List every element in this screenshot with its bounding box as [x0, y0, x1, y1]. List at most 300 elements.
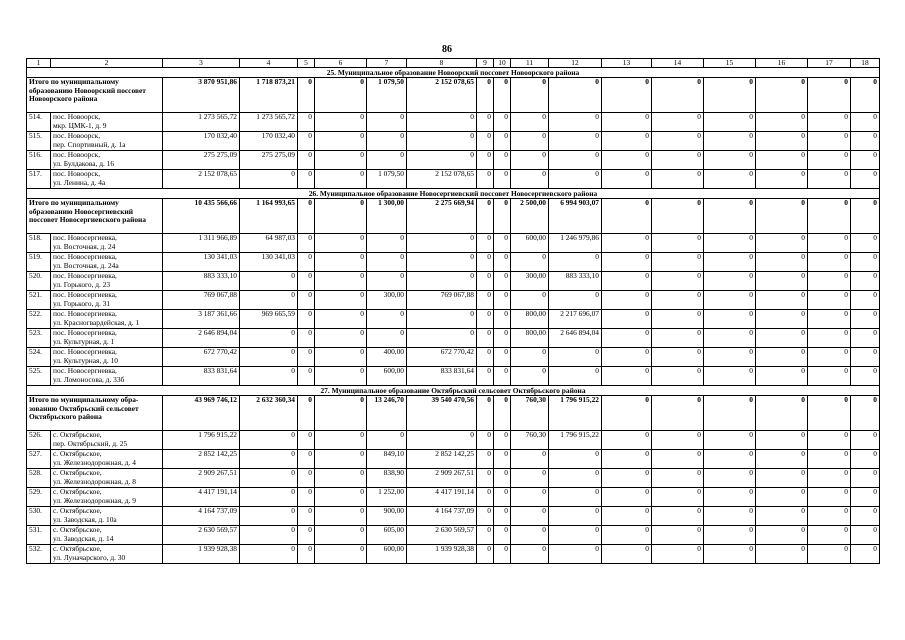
section-title-row: [27, 68, 880, 78]
row-cell: 0: [494, 170, 511, 189]
row-cell: 0: [756, 253, 808, 272]
row-cell: 0: [851, 113, 880, 132]
row-cell: 0: [704, 113, 756, 132]
row-cell: 0: [602, 132, 652, 151]
row-cell: 0: [652, 367, 704, 386]
row-cell: 0: [298, 545, 315, 564]
row-cell: 0: [602, 310, 652, 329]
address-line-2: ул. Заводская, д. 10а: [53, 514, 117, 524]
row-cell: 0: [367, 329, 407, 348]
row-cell: 0: [477, 348, 494, 367]
row-address: [51, 431, 163, 450]
header-cell: 7: [367, 59, 407, 68]
address-line-1: с. Октябрьское,: [53, 430, 102, 439]
row-cell: 0: [240, 431, 298, 450]
total-cell: 39 540 470,56: [407, 396, 477, 431]
row-cell: 0: [315, 348, 367, 367]
row-cell: 0: [407, 272, 477, 291]
row-address: [51, 310, 163, 329]
row-cell: 0: [704, 291, 756, 310]
row-cell: 605,00: [367, 526, 407, 545]
row-cell: 0: [315, 113, 367, 132]
row-cell: 0: [851, 151, 880, 170]
total-cell: 2 632 360,34: [240, 396, 298, 431]
row-number: 531.: [27, 526, 51, 545]
row-cell: 0: [808, 469, 851, 488]
row-cell: 0: [477, 170, 494, 189]
table-row: [27, 132, 880, 151]
row-cell: 0: [851, 367, 880, 386]
row-cell: 0: [602, 253, 652, 272]
row-cell: 0: [494, 367, 511, 386]
address-line-1: пос. Новосергиевка,: [53, 366, 117, 375]
row-cell: 0: [602, 488, 652, 507]
row-cell: 300,00: [511, 272, 549, 291]
page-number: 86: [442, 44, 452, 55]
total-cell: 0: [602, 199, 652, 234]
total-cell: 0: [756, 199, 808, 234]
row-cell: 1 796 915,22: [549, 431, 602, 450]
table-row: [27, 310, 880, 329]
row-cell: 0: [652, 151, 704, 170]
row-cell: 0: [240, 526, 298, 545]
row-cell: 0: [704, 151, 756, 170]
row-cell: 0: [808, 272, 851, 291]
total-cell: 0: [298, 199, 315, 234]
total-label: Итого по муниципальному образованию Новоорский поссовет Новоорского района: [27, 78, 163, 113]
header-cell: 9: [477, 59, 494, 68]
row-cell: 0: [704, 170, 756, 189]
address-line-2: ул. Красногвардейская, д. 1: [53, 317, 140, 327]
row-cell: 0: [240, 367, 298, 386]
row-cell: 0: [851, 234, 880, 253]
row-cell: 0: [315, 450, 367, 469]
total-cell: 1 718 873,21: [240, 78, 298, 113]
row-cell: 0: [298, 113, 315, 132]
row-cell: 0: [704, 253, 756, 272]
row-cell: 0: [511, 469, 549, 488]
row-cell: 0: [851, 253, 880, 272]
address-line-1: с. Октябрьское,: [53, 449, 102, 458]
table-row: [27, 526, 880, 545]
row-cell: 0: [511, 488, 549, 507]
table-row: [27, 329, 880, 348]
row-cell: 0: [298, 526, 315, 545]
address-line-2: ул. Заводская, д. 14: [53, 533, 114, 543]
total-cell: 0: [652, 396, 704, 431]
row-cell: 0: [511, 253, 549, 272]
total-cell: 0: [511, 78, 549, 113]
section-title-row: [27, 386, 880, 396]
row-cell: 0: [808, 113, 851, 132]
row-cell: 0: [652, 234, 704, 253]
header-cell: 13: [602, 59, 652, 68]
row-cell: 0: [704, 431, 756, 450]
row-cell: 0: [494, 253, 511, 272]
row-cell: 672 770,42: [163, 348, 240, 367]
row-cell: 0: [808, 545, 851, 564]
row-cell: 0: [808, 234, 851, 253]
row-cell: 0: [602, 507, 652, 526]
row-number: 530.: [27, 507, 51, 526]
row-cell: 0: [851, 488, 880, 507]
row-cell: 0: [315, 310, 367, 329]
row-address: [51, 170, 163, 189]
row-cell: 2 630 569,57: [407, 526, 477, 545]
row-cell: 0: [808, 526, 851, 545]
row-cell: 0: [652, 526, 704, 545]
row-cell: 0: [511, 526, 549, 545]
row-cell: 0: [851, 291, 880, 310]
header-cell: 8: [407, 59, 477, 68]
row-cell: 0: [494, 545, 511, 564]
row-cell: 0: [851, 329, 880, 348]
row-cell: 0: [477, 488, 494, 507]
row-cell: 0: [315, 507, 367, 526]
total-cell: 760,30: [511, 396, 549, 431]
row-cell: 0: [407, 329, 477, 348]
row-cell: 0: [315, 431, 367, 450]
table-row: [27, 507, 880, 526]
row-address: [51, 132, 163, 151]
header-cell: 2: [51, 59, 163, 68]
address-line-1: пос. Новоорск,: [53, 150, 101, 159]
row-cell: 0: [549, 253, 602, 272]
total-cell: 13 246,70: [367, 396, 407, 431]
header-cell: 4: [240, 59, 298, 68]
row-cell: 0: [298, 272, 315, 291]
row-cell: 0: [756, 469, 808, 488]
address-line-1: пос. Новосергиевка,: [53, 271, 117, 280]
row-cell: 0: [652, 507, 704, 526]
row-cell: 300,00: [367, 291, 407, 310]
row-cell: 0: [602, 329, 652, 348]
row-cell: 0: [407, 253, 477, 272]
row-cell: 0: [808, 367, 851, 386]
row-cell: 0: [756, 170, 808, 189]
row-cell: 0: [407, 113, 477, 132]
row-cell: 0: [602, 170, 652, 189]
row-cell: 2 630 569,57: [163, 526, 240, 545]
row-address: [51, 151, 163, 170]
row-cell: 0: [602, 526, 652, 545]
row-address: [51, 507, 163, 526]
address-line-1: с. Октябрьское,: [53, 487, 102, 496]
row-cell: 0: [477, 113, 494, 132]
row-cell: 170 032,40: [240, 132, 298, 151]
total-cell: 0: [851, 396, 880, 431]
total-cell: 0: [756, 78, 808, 113]
row-cell: 0: [808, 450, 851, 469]
total-cell: 0: [477, 199, 494, 234]
row-cell: 0: [756, 329, 808, 348]
row-cell: 0: [240, 545, 298, 564]
total-cell: 1 300,00: [367, 199, 407, 234]
row-cell: 969 665,59: [240, 310, 298, 329]
row-cell: 0: [494, 272, 511, 291]
total-cell: 0: [808, 78, 851, 113]
row-cell: 849,10: [367, 450, 407, 469]
total-cell: 0: [494, 396, 511, 431]
row-cell: 0: [549, 151, 602, 170]
address-line-1: пос. Новосергиевка,: [53, 328, 117, 337]
row-cell: 0: [808, 507, 851, 526]
total-cell: 2 500,00: [511, 199, 549, 234]
row-cell: 0: [298, 488, 315, 507]
row-cell: 0: [494, 151, 511, 170]
address-line-1: пос. Новосергиевка,: [53, 309, 117, 318]
row-cell: 0: [315, 272, 367, 291]
row-cell: 0: [652, 329, 704, 348]
address-line-1: с. Октябрьское,: [53, 468, 102, 477]
row-cell: 0: [315, 469, 367, 488]
section-title: 25. Муниципальное образование Новоорский поссовет Новоорского района: [27, 68, 880, 78]
total-cell: 0: [652, 199, 704, 234]
row-number: 527.: [27, 450, 51, 469]
data-table: [26, 58, 880, 564]
total-cell: 0: [704, 396, 756, 431]
row-cell: 0: [808, 488, 851, 507]
address-line-2: мкр. ЦМК-1, д. 9: [53, 120, 107, 130]
address-line-1: пос. Новосергиевка,: [53, 347, 117, 356]
address-line-2: ул. Ленина, д. 4а: [53, 177, 106, 187]
row-cell: 0: [494, 431, 511, 450]
row-cell: 4 164 737,09: [407, 507, 477, 526]
row-cell: 2 852 142,25: [163, 450, 240, 469]
row-cell: 0: [298, 329, 315, 348]
row-cell: 0: [602, 450, 652, 469]
row-cell: 64 987,03: [240, 234, 298, 253]
row-cell: 0: [756, 348, 808, 367]
total-cell: 0: [315, 396, 367, 431]
table-row: [27, 151, 880, 170]
total-cell: 0: [549, 78, 602, 113]
address-line-2: ул. Булдакова, д. 16: [53, 158, 115, 168]
section-title: 26. Муниципальное образование Новосергиевский поссовет Новосергиевского района: [27, 189, 880, 199]
row-cell: 0: [756, 526, 808, 545]
row-address: [51, 545, 163, 564]
row-cell: 0: [652, 310, 704, 329]
row-number: 529.: [27, 488, 51, 507]
row-cell: 0: [511, 170, 549, 189]
row-number: 520.: [27, 272, 51, 291]
section-title: 27. Муниципальное образование Октябрьский сельсовет Октябрьского района: [27, 386, 880, 396]
row-number: 519.: [27, 253, 51, 272]
total-cell: 0: [477, 396, 494, 431]
row-cell: 0: [602, 272, 652, 291]
row-cell: 0: [756, 310, 808, 329]
row-cell: 2 217 696,07: [549, 310, 602, 329]
row-cell: 883 333,10: [549, 272, 602, 291]
row-number: 532.: [27, 545, 51, 564]
address-line-2: ул. Ломоносова, д. 33б: [53, 374, 125, 384]
row-cell: 0: [851, 545, 880, 564]
row-address: [51, 469, 163, 488]
row-cell: 0: [652, 132, 704, 151]
row-cell: 833 831,64: [407, 367, 477, 386]
row-number: 521.: [27, 291, 51, 310]
row-cell: 600,00: [511, 234, 549, 253]
row-cell: 0: [704, 132, 756, 151]
address-line-1: с. Октябрьское,: [53, 506, 102, 515]
row-cell: 0: [851, 310, 880, 329]
total-label: Итого по муниципальному образованию Новосергиевский поссовет Новосергиевского района: [27, 199, 163, 234]
row-address: [51, 367, 163, 386]
row-cell: 2 646 894,04: [549, 329, 602, 348]
row-cell: 0: [756, 507, 808, 526]
address-line-1: пос. Новоорск,: [53, 169, 101, 178]
row-address: [51, 348, 163, 367]
header-cell: 17: [808, 59, 851, 68]
header-cell: 14: [652, 59, 704, 68]
total-cell: 0: [315, 199, 367, 234]
row-cell: 0: [549, 545, 602, 564]
row-cell: 0: [549, 132, 602, 151]
row-cell: 0: [808, 310, 851, 329]
row-cell: 0: [494, 132, 511, 151]
row-cell: 0: [298, 291, 315, 310]
row-cell: 0: [494, 310, 511, 329]
row-cell: 0: [298, 450, 315, 469]
row-cell: 0: [511, 348, 549, 367]
row-cell: 0: [704, 488, 756, 507]
address-line-2: пер. Спортивный, д. 1а: [53, 139, 126, 149]
address-line-2: ул. Горького, д. 23: [53, 279, 111, 289]
row-cell: 0: [652, 488, 704, 507]
row-cell: 0: [704, 367, 756, 386]
row-cell: 0: [477, 253, 494, 272]
row-cell: 0: [494, 450, 511, 469]
row-cell: 0: [511, 132, 549, 151]
table-row: [27, 545, 880, 564]
row-cell: 3 187 361,66: [163, 310, 240, 329]
total-cell: 0: [602, 396, 652, 431]
row-cell: 0: [477, 526, 494, 545]
table-row: [27, 170, 880, 189]
table-row: [27, 253, 880, 272]
row-cell: 769 067,88: [163, 291, 240, 310]
row-cell: 0: [602, 431, 652, 450]
total-cell: 0: [602, 78, 652, 113]
row-address: [51, 450, 163, 469]
row-cell: 0: [549, 526, 602, 545]
address-line-2: ул. Культурная, д. 1: [53, 336, 115, 346]
row-cell: 1 246 979,86: [549, 234, 602, 253]
total-cell: 0: [808, 396, 851, 431]
row-cell: 0: [477, 272, 494, 291]
total-cell: 1 079,50: [367, 78, 407, 113]
row-cell: 0: [511, 291, 549, 310]
address-line-1: с. Октябрьское,: [53, 525, 102, 534]
row-cell: 0: [240, 272, 298, 291]
row-cell: 0: [240, 170, 298, 189]
row-cell: 0: [511, 450, 549, 469]
row-cell: 1 079,50: [367, 170, 407, 189]
row-cell: 2 909 267,51: [163, 469, 240, 488]
total-cell: 0: [298, 78, 315, 113]
row-cell: 0: [549, 170, 602, 189]
row-cell: 0: [652, 469, 704, 488]
header-row: [27, 59, 880, 68]
row-cell: 130 341,03: [163, 253, 240, 272]
row-cell: 0: [315, 488, 367, 507]
row-cell: 275 275,09: [163, 151, 240, 170]
row-cell: 0: [851, 431, 880, 450]
row-number: 526.: [27, 431, 51, 450]
header-cell: 10: [494, 59, 511, 68]
row-cell: 0: [477, 132, 494, 151]
row-cell: 0: [704, 507, 756, 526]
total-cell: 3 870 951,86: [163, 78, 240, 113]
row-cell: 0: [652, 450, 704, 469]
row-cell: 0: [549, 469, 602, 488]
row-cell: 0: [240, 348, 298, 367]
row-cell: 275 275,09: [240, 151, 298, 170]
row-cell: 838,90: [367, 469, 407, 488]
address-line-1: пос. Новосергиевка,: [53, 233, 117, 242]
row-cell: 4 417 191,14: [407, 488, 477, 507]
total-cell: 0: [298, 396, 315, 431]
row-cell: 0: [511, 113, 549, 132]
row-cell: 0: [298, 469, 315, 488]
address-line-2: ул. Железнодорожная, д. 4: [53, 457, 136, 467]
row-cell: 0: [704, 450, 756, 469]
row-cell: 0: [477, 329, 494, 348]
row-cell: 0: [652, 253, 704, 272]
row-cell: 0: [240, 291, 298, 310]
header-cell: 1: [27, 59, 51, 68]
total-cell: 0: [494, 199, 511, 234]
address-line-1: пос. Новосергиевка,: [53, 290, 117, 299]
row-cell: 800,00: [511, 329, 549, 348]
row-cell: 0: [808, 170, 851, 189]
row-cell: 0: [756, 450, 808, 469]
address-line-2: пер. Октябрьский, д. 25: [53, 438, 128, 448]
row-cell: 833 831,64: [163, 367, 240, 386]
table-row: [27, 113, 880, 132]
row-cell: 0: [367, 151, 407, 170]
row-cell: 0: [704, 526, 756, 545]
row-cell: 0: [549, 291, 602, 310]
row-cell: 0: [851, 469, 880, 488]
row-cell: 1 273 565,72: [163, 113, 240, 132]
row-cell: 0: [602, 348, 652, 367]
section-title-row: [27, 189, 880, 199]
row-cell: 0: [298, 431, 315, 450]
row-cell: 0: [704, 469, 756, 488]
row-cell: 0: [756, 272, 808, 291]
row-cell: 0: [367, 431, 407, 450]
row-number: 514.: [27, 113, 51, 132]
row-cell: 0: [367, 234, 407, 253]
row-cell: 4 417 191,14: [163, 488, 240, 507]
row-cell: 0: [652, 545, 704, 564]
row-cell: 0: [602, 291, 652, 310]
row-cell: 0: [298, 310, 315, 329]
total-cell: 0: [704, 78, 756, 113]
row-cell: 0: [494, 113, 511, 132]
row-cell: 0: [704, 272, 756, 291]
row-cell: 0: [652, 272, 704, 291]
row-cell: 600,00: [367, 545, 407, 564]
row-cell: 0: [315, 367, 367, 386]
total-cell: 43 969 746,12: [163, 396, 240, 431]
total-cell: 0: [315, 78, 367, 113]
row-cell: 170 032,40: [163, 132, 240, 151]
row-cell: 1 939 928,38: [163, 545, 240, 564]
total-cell: 2 275 669,94: [407, 199, 477, 234]
row-cell: 2 909 267,51: [407, 469, 477, 488]
